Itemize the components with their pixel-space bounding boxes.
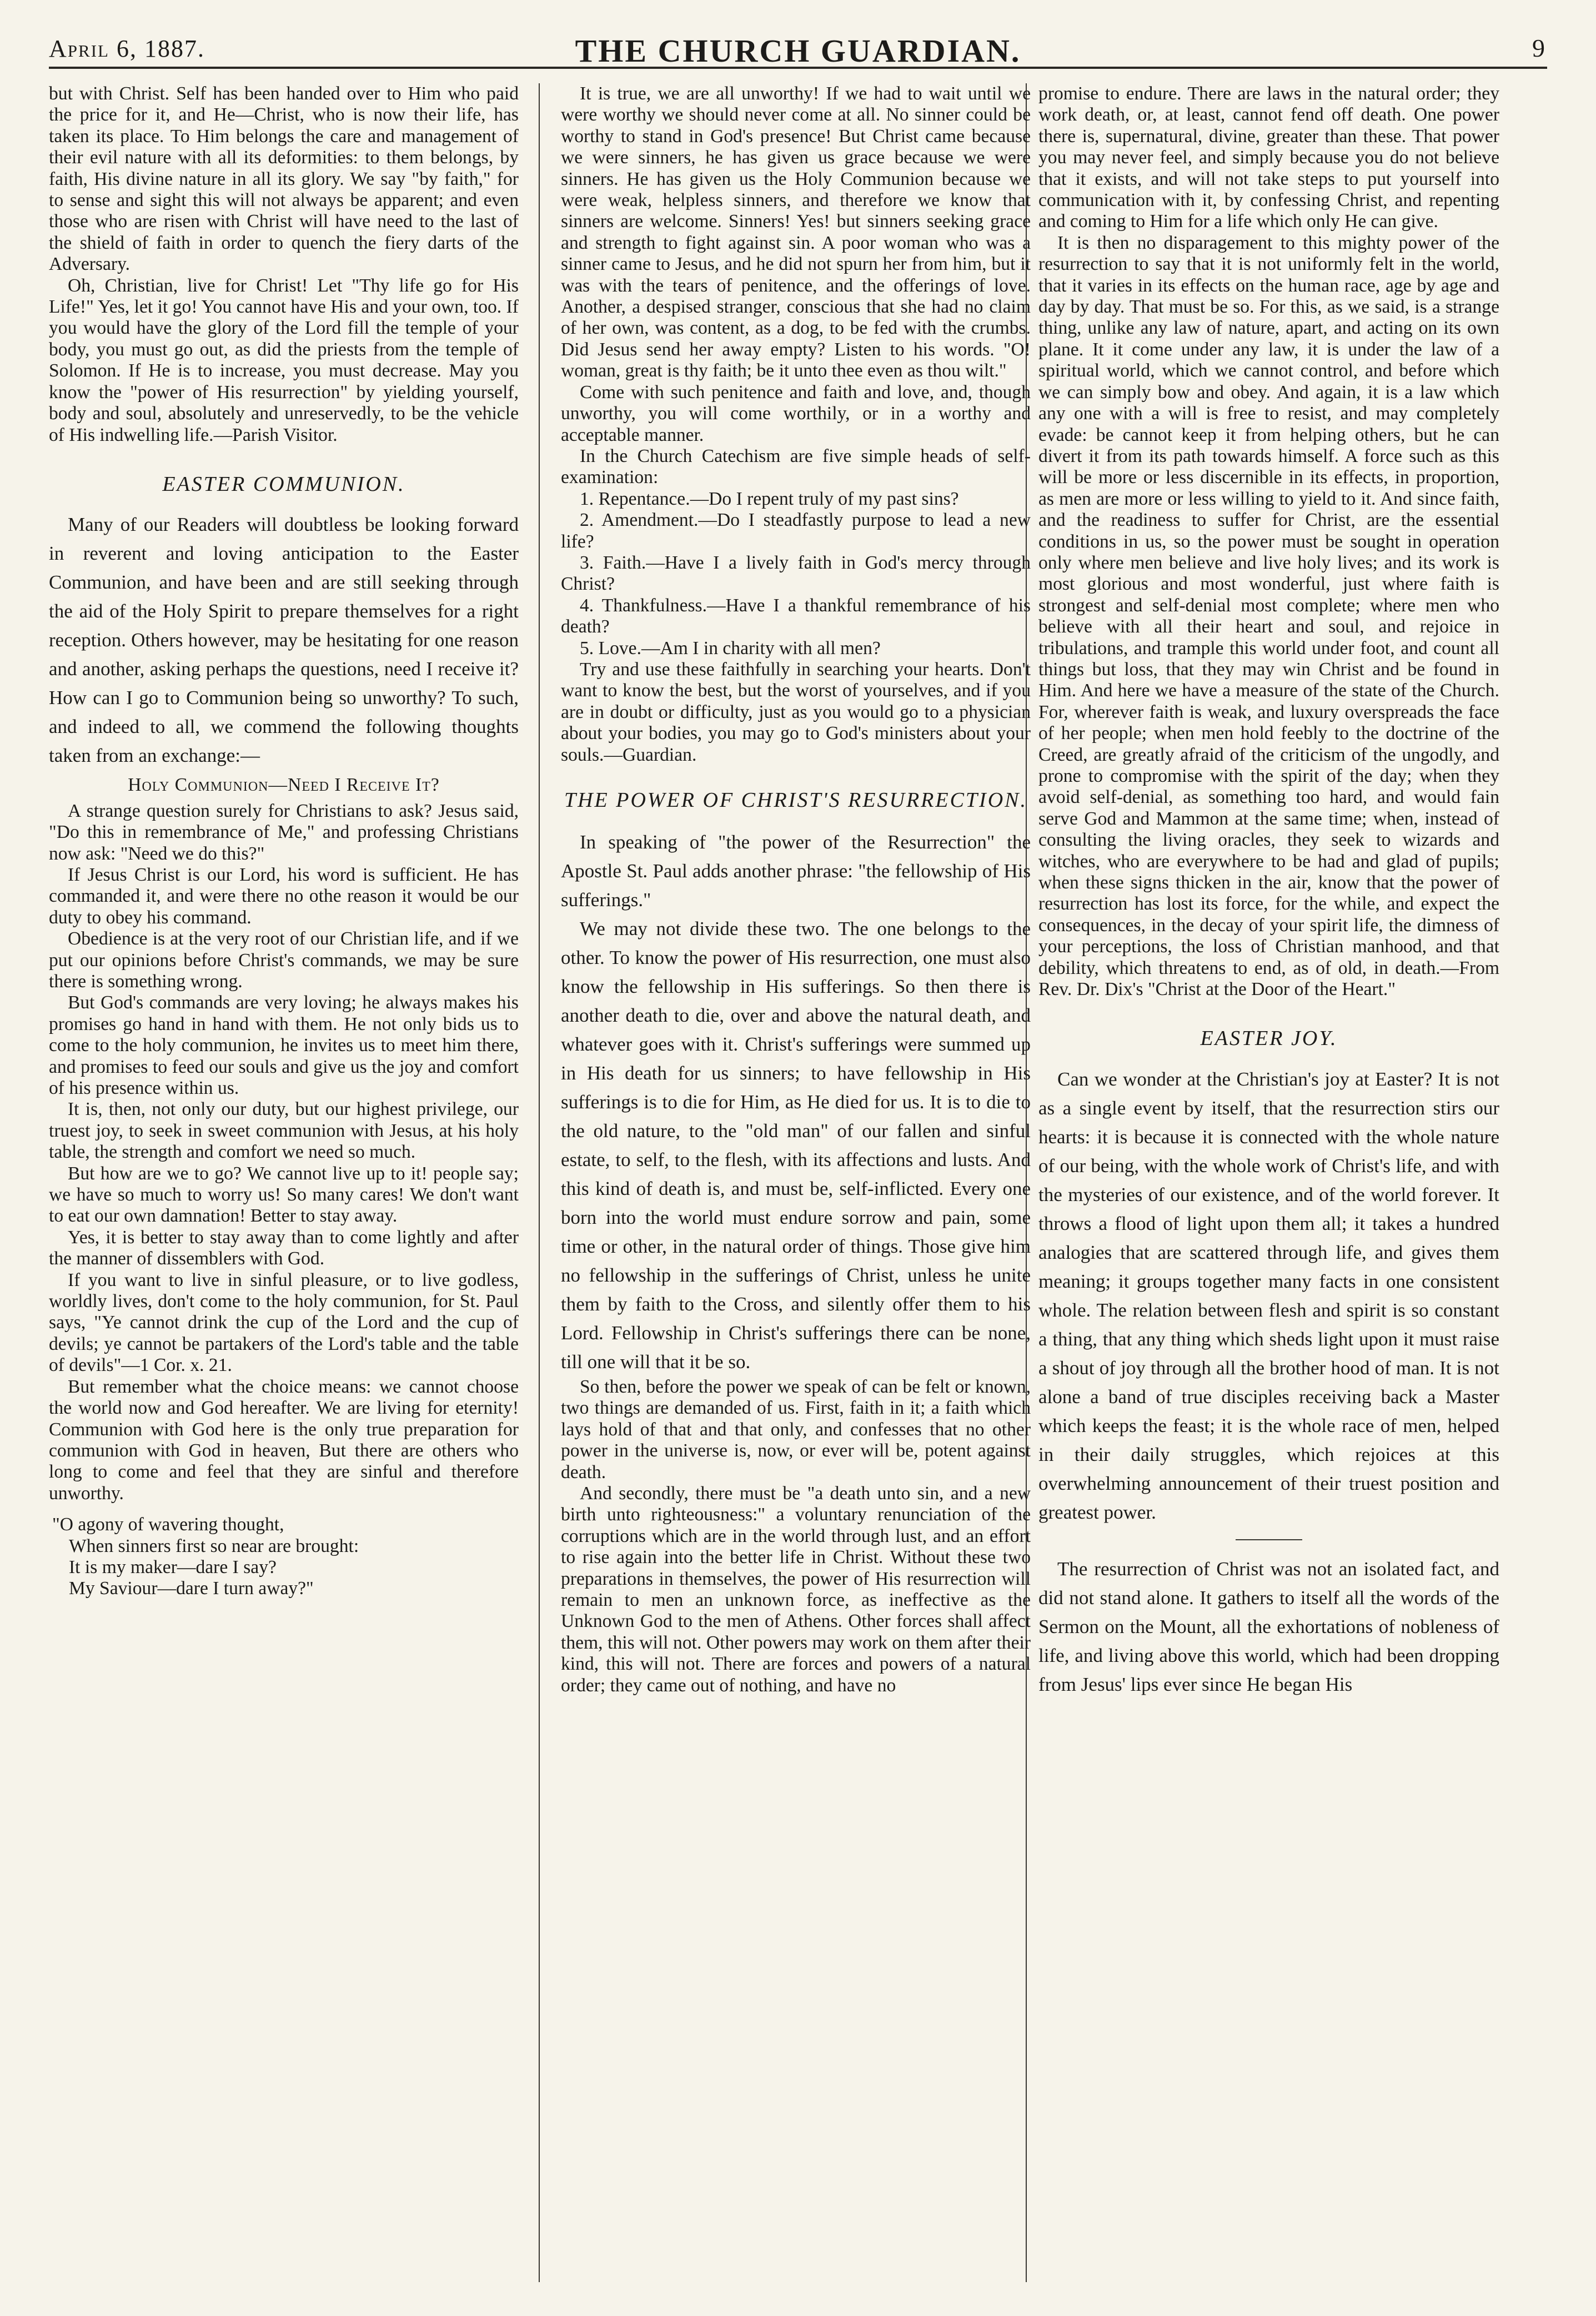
verse-line: My Saviour—dare I turn away?" <box>69 1578 314 1599</box>
article-paragraph: Many of our Readers will doubtless be looking forward in reverent and loving anticipation to the Easter Communion, and have been and are still seeking through the aid of the Holy Spirit to prepare themselves for a right reception. Others however, may be hesitating for one reason and another, asking perhaps the questions, need I receive it? How can I go to Communion being so unworthy? To such, and indeed to all, we commend the following thoughts taken from an exchange:— <box>49 514 519 767</box>
verse-line: "O agony of wavering thought, <box>52 1514 284 1535</box>
article-paragraph: The resurrection of Christ was not an isolated fact, and did not stand alone. It gathers to itself all the words of the Sermon on the Mount, all the exhortations of nobleness of life, and living above this world, which had been dropping from Jesus' lips ever since He began His <box>1038 1558 1499 1695</box>
catechism-item: 5. Love.—Am I in charity with all men? <box>580 637 881 659</box>
verse-line: When sinners first so near are brought: <box>69 1535 359 1556</box>
article-paragraph: Can we wonder at the Christian's joy at Easter? It is not as a single event by itself, that the resurrection stirs our hearts: it is because it is connected with the whole nature of our being, with the whole work of Christ's life, and with the mysteries of our existence, and of the world forever. It throws a flood of light upon them all; it takes a hundred analogies that are scattered through life, and gives them meaning; it groups together many facts in one consistent whole. The relation between flesh and spirit is so constant a thing, that any thing which sheds light upon it must raise a shout of joy through all the brother hood of man. It is not alone a band of true disciples receiving back a Master which keeps the feast; it is the whole race of men, helped in their daily struggles, which rejoices at this overwhelming announcement of their truest position and greatest power. <box>1038 1068 1499 1523</box>
article-paragraph: Try and use these faithfully in searching your hearts. Don't want to know the best, but the worst of yourselves, and if you are in doubt or difficulty, just as you would go to a physician about your bodies, you may go to God's ministers about your souls.—Guardian. <box>561 659 1031 765</box>
article-paragraph: In the Church Catechism are five simple heads of self-examination: <box>561 445 1031 488</box>
article-paragraph: If Jesus Christ is our Lord, his word is sufficient. He has commanded it, and were there no othe reason it would be our duty to obey his command. <box>49 864 519 928</box>
article-paragraph: And secondly, there must be "a death unto sin, and a new birth unto righteousness:" a voluntary renunciation of the corruptions which are in the world through lust, and an effort to rise again into the better life in Christ. Without these two preparations in themselves, the power of His resurrection will remain to men an unknown force, as ineffective as the Unknown God to the men of Athens. Other forces shall affect them, this will not. Other powers may work on them after their kind, this will not. There are forces and powers of a natural order; they came out of nothing, and have no <box>561 1483 1031 1696</box>
section-divider <box>1236 1539 1302 1540</box>
article-heading-easter-joy: EASTER JOY. <box>1200 1027 1338 1051</box>
article-heading-power-of-resurrection: THE POWER OF CHRIST'S RESURRECTION. <box>564 788 1027 812</box>
article-paragraph: but with Christ. Self has been handed over to Him who paid the price for it, and He—Christ, who is now their life, has taken its place. To Him belongs the care and management of their evil nature with all its deformities: to them belongs, by faith, His divine nature in all its glory. We say "by faith," for to sense and sight this will not always be apparent; and even those who are risen with Christ will have need to the last of the shield of faith in order to quench the fiery darts of the Adversary. <box>49 83 519 275</box>
catechism-item: 4. Thankfulness.—Have I a thankful remembrance of his death? <box>561 595 1031 637</box>
newspaper-title: THE CHURCH GUARDIAN. <box>575 33 1021 69</box>
verse-line: It is my maker—dare I say? <box>69 1556 277 1578</box>
column-divider <box>539 83 540 2282</box>
article-paragraph: But God's commands are very loving; he always makes his promises go hand in hand with them. He not only bids us to come to the holy communion, he invites us to meet him there, and promises to feed our souls and give us the joy and comfort of his presence within us. <box>49 992 519 1098</box>
catechism-item: 1. Repentance.—Do I repent truly of my past sins? <box>580 488 959 509</box>
issue-date: April 6, 1887. <box>49 35 205 62</box>
page-header <box>49 32 1547 69</box>
article-paragraph: Obedience is at the very root of our Christian life, and if we put our opinions before Christ's commands, we may be sure there is something wrong. <box>49 928 519 992</box>
page-number: 9 <box>1532 34 1545 62</box>
article-paragraph: It is, then, not only our duty, but our highest privilege, our truest joy, to seek in sweet communion with Jesus, at his holy table, the strength and comfort we need so much. <box>49 1099 519 1163</box>
article-paragraph: promise to endure. There are laws in the natural order; they work death, or, at least, cannot fend off death. One power there is, supernatural, divine, greater than these. That power you may never feel, and simply because you do not believe that it exists, and will not take steps to put yourself into communication with it, by confessing Christ, and repenting and coming to Him for a life which only He can give. <box>1038 83 1499 232</box>
article-paragraph: If you want to live in sinful pleasure, or to live godless, worldly lives, don't come to the holy communion, for St. Paul says, "Ye cannot drink the cup of the Lord and the cup of devils; ye cannot be partakers of the Lord's table and the table of devils"—1 Cor. x. 21. <box>49 1269 519 1376</box>
article-paragraph: Come with such penitence and faith and love, and, though unworthy, you will come worthily, or in a worthy and acceptable manner. <box>561 381 1031 445</box>
article-paragraph: We may not divide these two. The one belongs to the other. To know the power of His resurrection, one must also know the fellowship in His sufferings. So then there is another death to die, over and above the natural death, and whatever goes with it. Christ's sufferings were summed up in His death for us sinners; to have fellowship in His sufferings is to die for Him, as He died for us. It is to die to the old nature, to the "old man" of our fallen and sinful estate, to self, to the flesh, with its affections and lusts. And this kind of death is, and must be, self-inflicted. Every one born into the world must endure sorrow and pain, some time or other, in the natural order of things. Those give him no fellowship in the sufferings of Christ, unless he unite them by faith to the Cross, and silently offer them to his Lord. Fellowship in Christ's sufferings there can be none, till one will that it be so. <box>561 918 1031 1373</box>
article-paragraph: Yes, it is better to stay away than to come lightly and after the manner of dissemblers with God. <box>49 1227 519 1269</box>
article-heading-easter-communion: EASTER COMMUNION. <box>162 472 405 496</box>
article-paragraph: It is true, we are all unworthy! If we had to wait until we were worthy we should never come at all. No sinner could be worthy to stand in God's presence! But Christ came because we were sinners, he has given us grace because we were sinners. He has given us the Holy Communion because we were weak, helpless sinners, and therefore we know that sinners are welcome. Sinners! Yes! but sinners seeking grace and strength to fight against sin. A poor woman who was a sinner came to Jesus, and he did not spurn her from him, but it was with the tears of penitence, and the offerings of love. Another, a despised stranger, conscious that she had no claim of her own, was content, as a dog, to be fed with the crumbs. Did Jesus send her away empty? Listen to his words. "O! woman, great is thy faith; be it unto thee even as thou wilt." <box>561 83 1031 381</box>
article-paragraph: In speaking of "the power of the Resurrection" the Apostle St. Paul adds another phrase: "the fellowship of His sufferings." <box>561 831 1031 911</box>
column-1 <box>49 83 519 2282</box>
article-paragraph: But how are we to go? We cannot live up to it! people say; we have so much to worry us! So many cares! We don't want to eat our own damnation! Better to stay away. <box>49 1163 519 1227</box>
article-paragraph: It is then no disparagement to this mighty power of the resurrection to say that it is not uniformly felt in the world, that it varies in its effects on the human race, age by age and day by day. That must be so. For this, as we said, is a strange thing, unlike any law of nature, apart, and acting on its own plane. It it come under any law, it is under the law of a spiritual world, which we cannot control, and before which we can simply bow and obey. And again, it is a law which any one with a will is free to resist, and may completely evade: be cannot keep it from helping others, but he can divert it from its path towards himself. A force such as this will be more or less discernible in its effects, in proportion, as men are more or less willing to yield to it. And since faith, and the readiness to suffer for Christ, are the essential conditions in us, so the power must be sought in operation only where men believe and live holy lives; and its work is most glorious and most wonderful, just where faith is strongest and self-denial most complete; where men who believe with all their heart and soul, and rejoice in tribulations, and trample this world under foot, and count all things but loss, that they may win Christ and be found in Him. And here we have a measure of the state of the Church. For, wherever faith is weak, and luxury overspreads the face of her people; when men hold feebly to the doctrine of the Creed, are greatly afraid of the criticism of the ungodly, and prone to compromise with the spirit of the day; when they avoid self-denial, as something too hard, and would fain serve God and Mammon at the same time; when, instead of consulting the living oracles, they seek to wizards and witches, who are everywhere to be had and glad of pupils; when these signs thicken in the air, know that the power of resurrection has lost its force, for the while, and expect the consequences, in the decay of your spirit life, the dimness of your perceptions, the loss of Christian manhood, and that debility, which threatens to end, as of old, in death.—From Rev. Dr. Dix's "Christ at the Door of the Heart." <box>1038 232 1499 1000</box>
column-2 <box>561 83 1031 2282</box>
catechism-item: 3. Faith.—Have I a lively faith in God's mercy through Christ? <box>561 552 1031 595</box>
article-subheading: Holy Communion—Need I Receive It? <box>128 775 440 796</box>
article-paragraph: Oh, Christian, live for Christ! Let "Thy life go for His Life!" Yes, let it go! You cannot have His and your own, too. If you would have the glory of the Lord fill the temple of your body, you must go out, as did the priests from the temple of Solomon. If He is to increase, you must decrease. May you know the "power of His resurrection" by yielding yourself, body and soul, absolutely and unreservedly, to be the vehicle of His indwelling life.—Parish Visitor. <box>49 275 519 445</box>
column-3 <box>1038 83 1499 2282</box>
article-paragraph: So then, before the power we speak of can be felt or known, two things are demanded of us. First, faith in it; a faith which lays hold of that and that only, and confesses that no other power in the universe is, now, or ever will be, potent against death. <box>561 1376 1031 1483</box>
hymn-verse <box>52 1514 519 1600</box>
article-paragraph: A strange question surely for Christians to ask? Jesus said, "Do this in remembrance of Me," and professing Christians now ask: "Need we do this?" <box>49 800 519 864</box>
catechism-item: 2. Amendment.—Do I steadfastly purpose to lead a new life? <box>561 510 1031 552</box>
article-paragraph: But remember what the choice means: we cannot choose the world now and God hereafter. We are living for eternity! Communion with God here is the only true preparation for communion with God in heaven, But there are others who long to come and feel that they are sinful and therefore unworthy. <box>49 1376 519 1504</box>
